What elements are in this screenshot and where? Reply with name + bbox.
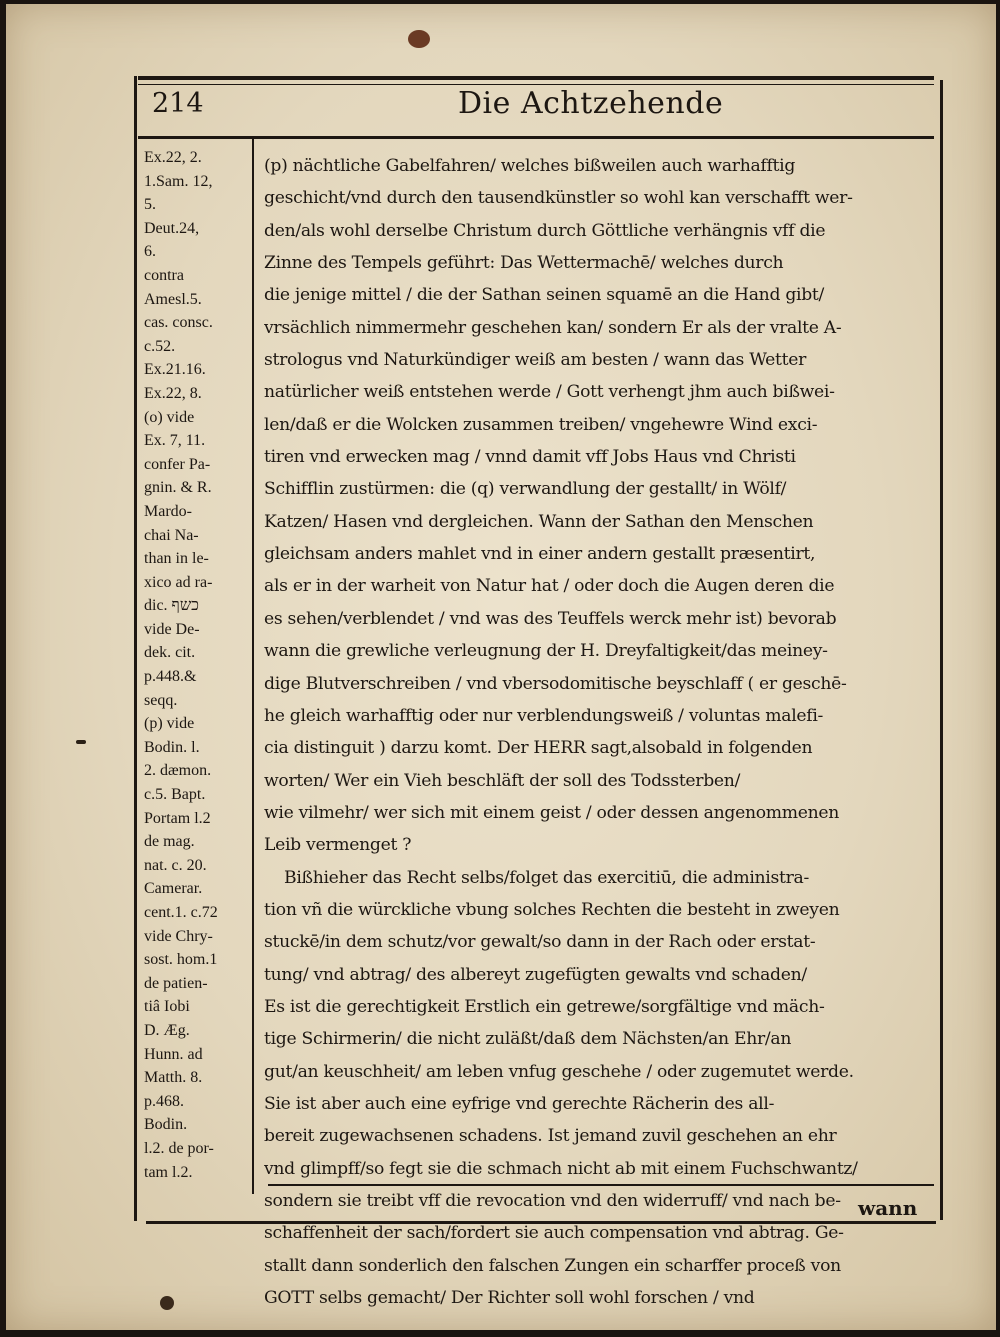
margin-note-line: chai Na- [144, 526, 199, 544]
margin-note-line: c.5. Bapt. [144, 786, 206, 804]
text-line: tion vñ die würckliche vbung solches Rechten die besteht in zweyen [264, 899, 840, 920]
margin-note-line: vide Chry- [144, 927, 213, 945]
text-line: tiren vnd erwecken mag / vnnd damit vff Jobs Haus vnd Christi [264, 447, 796, 468]
margin-note-line: Camerar. [144, 880, 203, 898]
margin-note-line: Bodin. l. [144, 738, 200, 756]
text-line: den/als wohl derselbe Christum durch Göttliche verhängnis vff die [264, 220, 826, 241]
margin-note-line: tiâ Iobi [144, 998, 190, 1016]
text-line: Sie ist aber auch eine eyfrige vnd gerechte Rächerin des all- [264, 1093, 775, 1114]
text-line: tige Schirmerin/ die nicht zuläßt/daß dem Nächsten/an Ehr/an [264, 1029, 792, 1050]
text-line: cia distinguit ) darzu komt. Der HERR sagt,alsobald in folgenden [264, 738, 813, 759]
margin-note-line: contra [144, 266, 184, 284]
text-line: worten/ Wer ein Vieh beschläft der soll des Todssterben/ [264, 770, 741, 791]
margin-note-line: c.52. [144, 337, 176, 355]
margin-notes [144, 146, 248, 1184]
running-head: Die Achtzehende [458, 86, 724, 121]
text-line: Leib vermenget ? [264, 835, 412, 856]
ink-stain [160, 1296, 174, 1310]
margin-note-line: Mardo- [144, 502, 192, 520]
header-rule [138, 136, 934, 139]
text-line: gleichsam anders mahlet vnd in einer andern gestallt præsentirt, [264, 544, 816, 565]
text-line: strologus vnd Naturkündiger weiß am besten / wann das Wetter [264, 350, 807, 371]
text-line: vrsächlich nimmermehr geschehen kan/ sondern Er als der vralte A- [264, 317, 842, 338]
text-line: dige Blutverschreiben / vnd vbersodomitische beyschlaff ( er geschē- [264, 673, 847, 694]
margin-note-line: l.2. de por- [144, 1139, 214, 1157]
text-line: Schifflin zustürmen: die (q) verwandlung der gestallt/ in Wölf/ [264, 479, 787, 500]
text-line: stuckē/in dem schutz/vor gewalt/so dann in der Rach oder erstat- [264, 932, 816, 953]
top-border-rule [138, 84, 934, 85]
margin-note-line: gnin. & R. [144, 479, 212, 497]
body-text [264, 150, 934, 1314]
text-line: schaffenheit der sach/fordert sie auch compensation vnd abtrag. Ge- [264, 1223, 844, 1244]
margin-note-line: sost. hom.1 [144, 951, 218, 969]
margin-note-line: cas. consc. [144, 314, 213, 332]
margin-note-line: p.448.& [144, 668, 197, 686]
margin-note-line: Ex. 7, 11. [144, 432, 206, 450]
margin-note-line: Ex.22, 8. [144, 384, 202, 402]
text-line: natürlicher weiß entstehen werde / Gott verhengt jhm auch bißwei- [264, 382, 835, 403]
text-line: gut/an keuschheit/ am leben vnfug geschehe / oder zugemutet werde. [264, 1061, 854, 1082]
margin-note-line: 6. [144, 243, 156, 261]
margin-note-line: xico ad ra- [144, 573, 213, 591]
margin-note-line: Ex.22, 2. [144, 149, 202, 166]
margin-note-line: 2. dæmon. [144, 762, 212, 780]
text-line: sondern sie treibt vff die revocation vnd den widerruff/ vnd nach be- [264, 1191, 841, 1211]
margin-note-line: Deut.24, [144, 219, 200, 237]
text-line: Bißhieher das Recht selbs/folget das exercitiū, die administra- [284, 867, 809, 888]
text-line: wann die grewliche verleugnung der H. Dreyfaltigkeit/das meiney- [264, 641, 828, 662]
margin-note-line: 5. [144, 196, 156, 214]
margin-note-line: seqq. [144, 691, 178, 709]
text-line: bereit zugewachsenen schadens. Ist jemand zuvil geschehen an ehr [264, 1126, 837, 1147]
text-line: stallt dann sonderlich den falschen Zungen ein scharffer proceß von [264, 1255, 841, 1276]
text-line: Zinne des Tempels geführt: Das Wettermachē/ welches durch [264, 253, 784, 274]
top-border-rule [138, 76, 934, 80]
text-line: (p) nächtliche Gabelfahren/ welches bißweilen auch warhafftig [264, 156, 796, 176]
text-line: geschicht/vnd durch den tausendkünstler so wohl kan verschafft wer- [264, 188, 853, 209]
page-number: 214 [152, 88, 204, 119]
margin-note-line: Ex.21.16. [144, 361, 206, 379]
margin-note-line: 1.Sam. 12, [144, 172, 213, 190]
margin-note-line: (p) vide [144, 715, 195, 733]
text-line: es sehen/verblendet / vnd was des Teuffels werck mehr ist) bevorab [264, 608, 837, 629]
margin-note-line: cent.1. c.72 [144, 904, 218, 921]
margin-column-rule [252, 139, 254, 1194]
margin-note-line: vide De- [144, 620, 200, 638]
text-line: als er in der warheit von Natur hat / oder doch die Augen deren die [264, 576, 835, 597]
margin-note-line: de patien- [144, 974, 208, 992]
text-line: wie vilmehr/ wer sich mit einem geist / oder dessen angenommenen [264, 802, 840, 823]
margin-note-line: dic. כשף [144, 597, 199, 615]
margin-note-line: p.468. [144, 1092, 184, 1110]
margin-note-line: Hunn. ad [144, 1045, 203, 1063]
ink-mark [76, 740, 86, 744]
text-line: he gleich warhafftig oder nur verblendungsweiß / voluntas malefi- [264, 705, 824, 726]
text-line: die jenige mittel / die der Sathan seinen squamē an die Hand gibt/ [264, 285, 825, 306]
margin-note-line: Matth. 8. [144, 1069, 203, 1087]
right-border-rule [940, 80, 943, 1220]
margin-note-line: de mag. [144, 833, 195, 851]
margin-note-line: Portam l.2 [144, 809, 211, 827]
ink-stain [408, 30, 430, 48]
margin-note-line: than in le- [144, 550, 209, 568]
margin-note-line: confer Pa- [144, 455, 211, 473]
text-line: GOTT selbs gemacht/ Der Richter soll wohl forschen / vnd [264, 1288, 755, 1309]
text-line: tung/ vnd abtrag/ des albereyt zugefügten gewalts vnd schaden/ [264, 964, 807, 985]
text-line: Es ist die gerechtigkeit Erstlich ein getrewe/sorgfältige vnd mäch- [264, 996, 825, 1017]
text-line: vnd glimpff/so fegt sie die schmach nicht ab mit einem Fuchschwantz/ [264, 1158, 858, 1179]
text-line: Katzen/ Hasen vnd dergleichen. Wann der Sathan den Menschen [264, 511, 814, 532]
margin-note-line: Amesl.5. [144, 290, 202, 308]
margin-note-line: D. Æg. [144, 1021, 190, 1039]
catchword: wann [858, 1196, 918, 1220]
text-line: len/daß er die Wolcken zusammen treiben/ vngehewre Wind exci- [264, 414, 818, 435]
margin-note-line: Bodin. [144, 1116, 188, 1134]
margin-note-line: tam l.2. [144, 1163, 193, 1181]
margin-note-line: dek. cit. [144, 644, 196, 662]
margin-note-line: nat. c. 20. [144, 856, 207, 874]
margin-note-line: (o) vide [144, 408, 195, 426]
left-border-rule [134, 76, 137, 1221]
